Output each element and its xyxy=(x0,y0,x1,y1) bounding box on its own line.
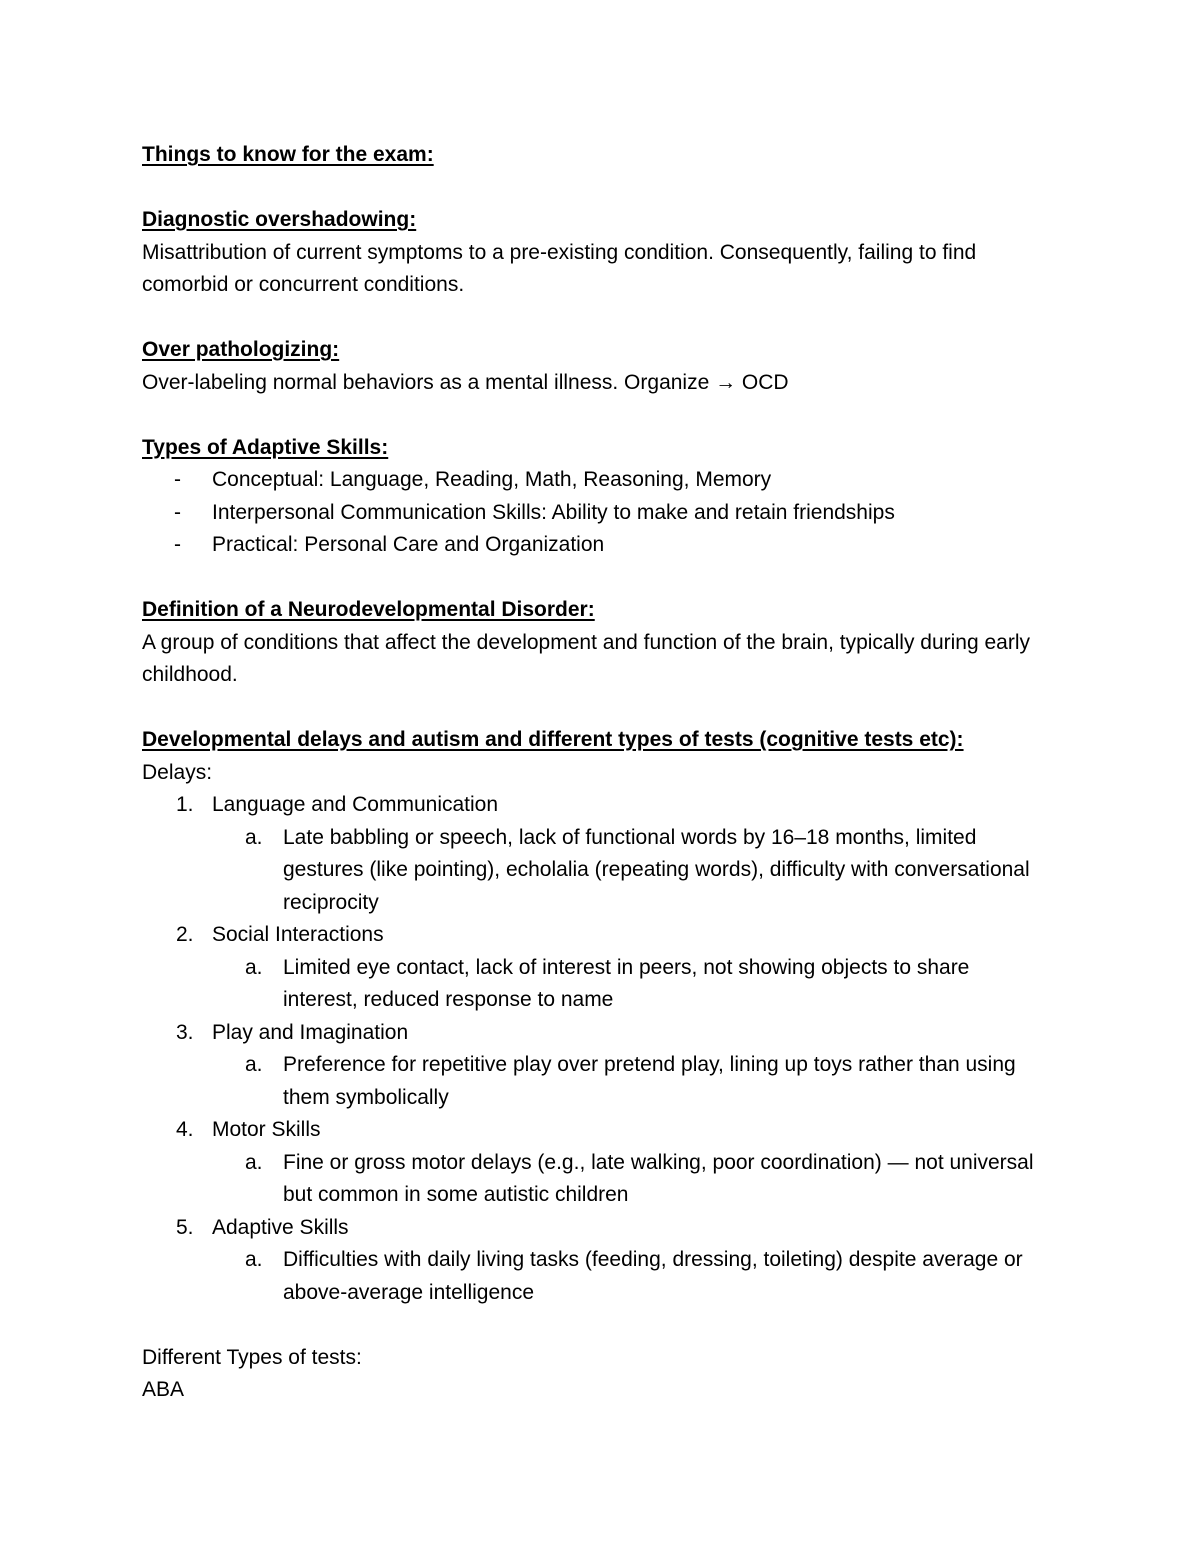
sub-list-item-text: Preference for repetitive play over pretend play, lining up toys rather than using them symbolically xyxy=(283,1053,1016,1109)
sub-list xyxy=(212,1244,1062,1309)
number-marker: 2. xyxy=(176,923,194,946)
list-item-label: Language and Communication xyxy=(212,793,499,816)
dash-marker: - xyxy=(174,533,181,556)
section-heading: Types of Adaptive Skills: xyxy=(142,435,389,459)
letter-marker: a. xyxy=(245,955,263,979)
letter-marker: a. xyxy=(245,1248,263,1271)
dash-marker: - xyxy=(174,500,181,524)
delays-intro: Delays: xyxy=(142,760,213,784)
sub-list-item-text: Fine or gross motor delays (e.g., late walking, poor coordination) — not universal but common in some autistic children xyxy=(283,1150,1034,1206)
sub-list xyxy=(212,952,1062,1017)
sub-list-item xyxy=(142,952,1043,1017)
list-item xyxy=(142,497,1062,530)
number-marker: 3. xyxy=(176,1020,194,1044)
section-neurodevelopmental-disorder xyxy=(142,594,1062,692)
adaptive-skills-list xyxy=(142,464,1062,562)
section-developmental-delays xyxy=(142,724,1062,1309)
letter-marker: a. xyxy=(245,1053,263,1076)
spacer xyxy=(142,172,1062,205)
sub-list xyxy=(212,1147,1062,1212)
list-item xyxy=(142,1212,1062,1310)
sub-list-item xyxy=(142,1244,1043,1309)
list-item-label: Motor Skills xyxy=(212,1118,321,1141)
spacer xyxy=(142,399,1062,432)
tests-item: ABA xyxy=(142,1378,185,1401)
list-item-text: Interpersonal Communication Skills: Ability to make and retain friendships xyxy=(212,500,895,524)
sub-list-item-text: Late babbling or speech, lack of functional words by 16–18 months, limited gestures (like pointing), echolalia (repeating words), difficulty with conversational reciprocity xyxy=(283,825,1030,914)
section-text: A group of conditions that affect the development and function of the brain, typically during early childhood. xyxy=(142,630,1031,686)
section-text: Misattribution of current symptoms to a pre-existing condition. Consequently, failing to find comorbid or concurrent conditions. xyxy=(142,240,977,296)
spacer xyxy=(142,302,1062,335)
document-page xyxy=(142,139,1062,1407)
section-heading: Developmental delays and autism and different types of tests (cognitive tests etc): xyxy=(142,728,964,751)
number-marker: 4. xyxy=(176,1118,194,1141)
number-marker: 5. xyxy=(176,1215,194,1239)
page-title: Things to know for the exam: xyxy=(142,143,434,166)
tests-label: Different Types of tests: xyxy=(142,1345,362,1369)
section-text: Over-labeling normal behaviors as a mental illness. Organize → OCD xyxy=(142,370,789,394)
sub-list-item-text: Difficulties with daily living tasks (feeding, dressing, toileting) despite average or above-average intelligence xyxy=(283,1248,1023,1304)
section-diagnostic-overshadowing xyxy=(142,204,1062,302)
sub-list-item xyxy=(142,1147,1043,1212)
list-item xyxy=(142,1017,1062,1115)
list-item xyxy=(142,919,1062,1017)
list-item xyxy=(142,529,1062,562)
spacer xyxy=(142,562,1062,595)
spacer xyxy=(142,1309,1062,1342)
list-item-text: Practical: Personal Care and Organization xyxy=(212,533,605,556)
list-item-label: Play and Imagination xyxy=(212,1020,409,1044)
sub-list-item xyxy=(142,822,1043,920)
letter-marker: a. xyxy=(245,1150,263,1174)
number-marker: 1. xyxy=(176,793,194,816)
delays-list xyxy=(142,789,1062,1309)
section-heading: Definition of a Neurodevelopmental Disorder: xyxy=(142,598,595,621)
sub-list xyxy=(212,822,1062,920)
sub-list xyxy=(212,1049,1062,1114)
section-over-pathologizing xyxy=(142,334,1062,399)
letter-marker: a. xyxy=(245,825,263,849)
dash-marker: - xyxy=(174,468,181,491)
section-types-of-tests xyxy=(142,1342,1062,1407)
section-heading: Diagnostic overshadowing: xyxy=(142,208,417,231)
list-item-label: Social Interactions xyxy=(212,923,384,946)
list-item-label: Adaptive Skills xyxy=(212,1215,349,1239)
list-item-text: Conceptual: Language, Reading, Math, Reasoning, Memory xyxy=(212,468,772,491)
list-item xyxy=(142,464,1062,497)
list-item xyxy=(142,1114,1062,1212)
spacer xyxy=(142,692,1062,725)
section-heading: Over pathologizing: xyxy=(142,338,340,361)
list-item xyxy=(142,789,1062,919)
sub-list-item xyxy=(142,1049,1043,1114)
sub-list-item-text: Limited eye contact, lack of interest in peers, not showing objects to share interest, reduced response to name xyxy=(283,955,970,1011)
section-adaptive-skills xyxy=(142,432,1062,562)
